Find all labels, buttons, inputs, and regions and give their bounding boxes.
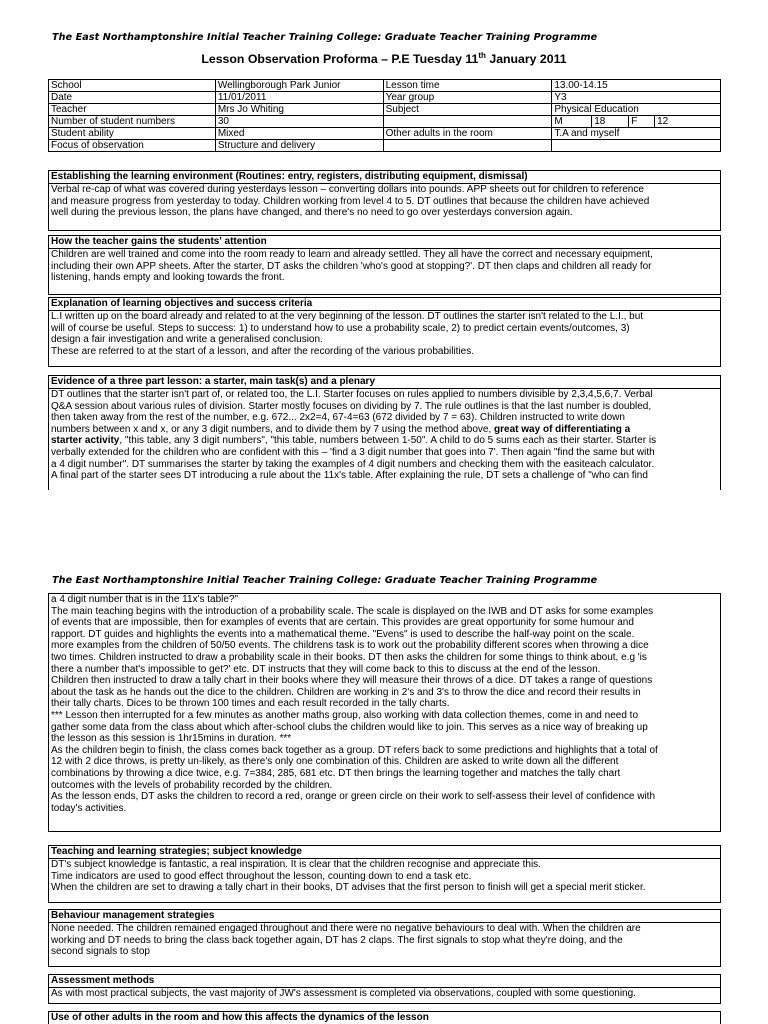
body-line: second signals to stop [51,946,150,958]
page-2 [0,556,768,1024]
body-line: working and DT needs to bring the class back together again, DT has 2 claps. The first signals to stop what they're doing, and the [51,934,623,946]
body-line: Verbal re-cap of what was covered during yesterdays lesson – converting dollars into pounds. APP sheets out for children to reference [51,184,644,195]
body-line: None needed. The children remained engaged throughout and there were no negative behaviours to deal with. When the children are [51,923,641,934]
body-line: As with most practical subjects, the vast majority of JW's assessment is completed via observations, coupled with some questioning. [51,988,636,999]
body-line: Children then instructed to draw a tally chart in their books where they will measure their throws of a dice. DT takes a range of questions [51,675,653,687]
body-text: numbers between x and x, or any 3 digit numbers, and to divide them by 7 using the method above, [51,423,495,435]
body-line: *** Lesson then interrupted for a few minutes as another maths group, also working with data collection themes, come in and need to [51,709,639,721]
body-line: These are referred to at the start of a lesson, and after the recording of the various probabilities. [51,345,475,357]
section-strategies [48,845,721,903]
body-line: rapport. DT guides and highlights the events into a mathematical theme. "Evens" is used to describe the half-way point on the scale. [51,628,635,640]
date-value: 11/01/2011 [215,92,383,104]
college-header: The East Northamptonshire Initial Teacher Training College: Graduate Teacher Training Programme [52,575,598,586]
focus-label: Focus of observation [49,140,216,152]
section-body [49,988,720,1000]
body-line: a 4 digit number that is in the 11x's table?" [51,594,239,605]
highlight-text: great way of differentiating a [494,423,631,435]
teacher-label: Teacher [49,104,216,116]
body-line: today's activities. [51,802,127,814]
section-three-part [48,375,721,490]
body-line [51,424,718,436]
focus-empty-cell [383,140,552,152]
ability-label: Student ability [49,128,216,140]
section-body [49,311,720,357]
body-line: 12 with 2 dice throws, is pretty un-likely, as there's only one combination of this. Children are asked to write down all the different [51,756,619,768]
year-group-label: Year group [383,92,552,104]
body-line: well during the previous lesson, the plans have changed, and there's no need to go over yesterdays conversion again. [51,207,573,219]
body-line: will of course be useful. Steps to success: 1) to understand how to use a probability scale, 2) to predict certain events/outcomes, 3) [51,322,630,334]
section-body [49,859,720,894]
body-line: the lesson as this session is 1hr15mins in duration. *** [51,733,292,745]
section-heading: Explanation of learning objectives and success criteria [49,298,720,311]
body-line: As the lesson ends, DT asks the children to record a red, orange or green circle on their work to self-assess their level of confidence with [51,791,656,803]
title-sup: th [478,51,486,60]
year-group-value: Y3 [552,92,721,104]
title-end: January 2011 [485,52,567,67]
section-body [49,389,720,482]
body-line [51,435,718,447]
body-line: a 4 digit number". DT summarises the starter by taking the examples of 4 digit numbers and checking them with the easiteach calculator. [51,458,655,470]
focus-value: Structure and delivery [215,140,383,152]
section-body [49,249,720,284]
body-line: verbally extended for the children who are confident with this – 'find a 3 digit number that goes into 7'. Then again "find the same but with [51,446,655,458]
f-value: 12 [655,116,721,128]
info-table [48,79,721,152]
body-line: design a fair investigation and write a generalised conclusion. [51,334,323,346]
m-label: M [552,116,592,128]
body-line: Time indicators are used to good effect throughout the lesson, counting down to end a task etc. [51,870,472,882]
college-header: The East Northamptonshire Initial Teacher Training College: Graduate Teacher Training Programme [52,32,598,43]
title-main: Lesson Observation Proforma – P.E Tuesday 11 [201,52,479,67]
numbers-value: 30 [215,116,383,128]
body-line: including their own APP sheets. After the starter, DT asks the children 'who's good at stopping?'. DT then claps and children all ready for [51,260,652,272]
section-heading: Behaviour management strategies [49,910,720,923]
body-line: then taken away from the rest of the number, e.g. 672... 2x2=4, 67-4=63 (672 divided by 7 = 63). Children instructed to write down [51,412,625,424]
section-attention [48,235,721,295]
body-line: outcomes with the levels of probability recorded by the children. [51,779,333,791]
page-gap [0,536,768,556]
subject-value: Physical Education [552,104,721,116]
body-line: DT's subject knowledge is fantastic, a real inspiration. It is clear that the children recognise and appreciate this. [51,859,541,870]
lesson-time-value: 13.00-14.15 [552,80,721,92]
table-row [49,104,721,116]
body-line: there a number that's impossible to get?' etc. DT instructs that they will come back to this to discuss at the end of the lesson. [51,663,601,675]
section-behaviour [48,909,721,967]
f-label: F [629,116,655,128]
body-line: listening, hands empty and looking towards the front. [51,272,285,284]
body-line: of events that are impossible, then for examples of events that are certain. This provides are great opportunity for some humour and [51,617,634,629]
highlight-text: starter activity [51,435,120,447]
date-label: Date [49,92,216,104]
body-line: Children are well trained and come into the room ready to learn and already settled. They all have the correct and necessary equipment, [51,249,653,260]
section-heading: Evidence of a three part lesson: a starter, main task(s) and a plenary [49,376,720,389]
table-row [49,128,721,140]
school-label: School [49,80,216,92]
body-line: When the children are set to drawing a tally chart in their books, DT advises that the first person to finish will get a special merit sticker. [51,882,646,894]
body-line: about the task as he hands out the dice to the children. Children are working in 2's and 3's to throw the dice and record their results in [51,686,641,698]
numbers-empty-cell [383,116,552,128]
body-line: their tally charts. Dices to be thrown 100 times and each result recorded in the tally charts. [51,698,450,710]
adults-label: Other adults in the room [383,128,552,140]
section-heading: How the teacher gains the students' attention [49,236,720,249]
section-environment [48,170,721,231]
table-row [49,80,721,92]
subject-label: Subject [383,104,552,116]
body-line: As the children begin to finish, the class comes back together as a group. DT refers back to some predictions and highlights that a total of [51,744,658,756]
table-row [49,140,721,152]
body-line: Q&A session about various rules of division. Starter mostly focuses on dividing by 7. The rule outlines is that the last number is doubled, [51,400,652,412]
body-text: , "this table, any 3 digit numbers", "this table, numbers between 1-50". A child to do 5 sums each as their starter. Starter is [119,435,657,447]
section-objectives [48,297,721,367]
numbers-label: Number of student numbers [49,116,216,128]
body-line: more examples from the children of 50/50 events. The childrens task is to work out the probability different scores when throwing a dice [51,640,649,652]
table-row [49,116,721,128]
table-row [49,92,721,104]
ability-value: Mixed [215,128,383,140]
adults-value: T.A and myself [552,128,721,140]
section-assessment [48,974,721,1004]
teacher-value: Mrs Jo Whiting [215,104,383,116]
section-adults [48,1011,721,1024]
body-line: combinations by throwing a dice twice, e.g. 7=384, 285, 681 etc. DT then brings the learning together and matches the tally chart [51,767,621,779]
focus-empty-cell-2 [552,140,721,152]
page-title [0,51,768,66]
school-value: Wellingborough Park Junior [215,80,383,92]
body-line: A final part of the starter sees DT introducing a rule about the 11x's table. After explaining the rule, DT sets a challenge of "who can find [51,470,648,482]
section-heading: Establishing the learning environment (Routines: entry, registers, distributing equipment, dismissal) [49,171,720,184]
lesson-time-label: Lesson time [383,80,552,92]
section-body [49,593,720,814]
section-body [49,184,720,219]
section-heading: Teaching and learning strategies; subject knowledge [49,846,720,859]
m-value: 18 [592,116,629,128]
body-line: two times. Children instructed to draw a probability scale in their books. DT then asks the children for some things to think about, e.g 'is [51,651,647,663]
body-line: gather some data from the class about which after-school clubs the children would like to join. This serves as a nice way of breaking up [51,721,648,733]
section-heading: Use of other adults in the room and how this affects the dynamics of the lesson [51,1012,429,1023]
section-continuation [48,593,721,832]
section-heading: Assessment methods [49,975,720,988]
body-line: L.I written up on the board already and related to at the very beginning of the lesson. DT outlines the starter isn't related to the L.I., but [51,311,644,322]
section-body [49,923,720,958]
body-line: DT outlines that the starter isn't part of, or related too, the L.I. Starter focuses on rules applied to numbers divisible by 2,3,4,5,6,7. Verbal [51,389,653,400]
body-line: and measure progress from yesterday to today. Children working from level 4 to 5. DT outlines that because the children have achieved [51,195,650,207]
body-line: The main teaching begins with the introduction of a probability scale. The scale is displayed on the IWB and DT asks for some examples [51,605,654,617]
